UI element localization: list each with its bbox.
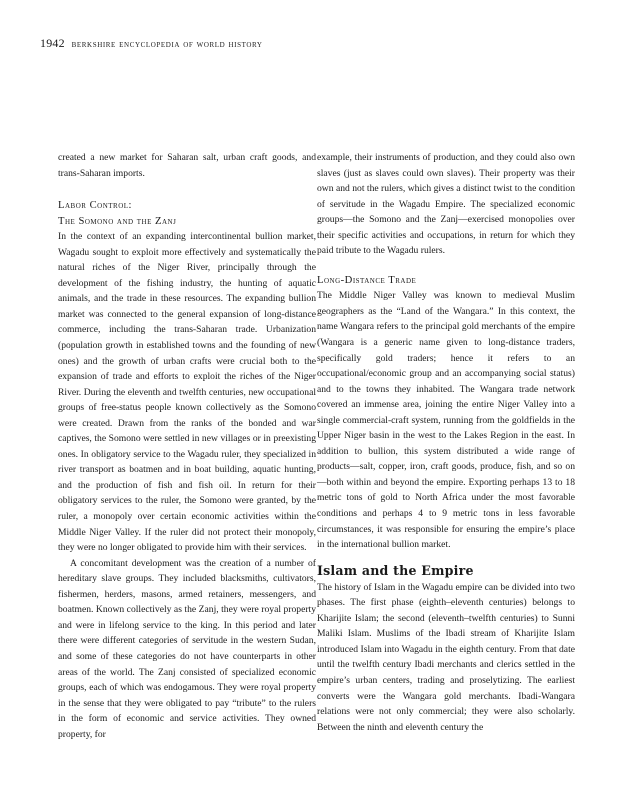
right-column [317, 150, 575, 735]
running-header [40, 36, 263, 51]
section-heading-labor-control [58, 198, 316, 229]
section-heading-long-distance-trade: Long-Distance Trade [317, 274, 417, 286]
section-heading-line-2: The Somono and the Zanj [58, 215, 177, 227]
page-number: 1942 [40, 36, 65, 50]
trade-paragraph: The Middle Niger Valley was known to medieval Muslim geographers as the “Land of the Wangara.” In this context, the name Wangara refers to the principal gold merchants of the empire (Wangara is a generic name given to long-distance traders, specifically gold traders; hence it refers to an occupational/economic group and an accompanying social status) and to the towns they inhabited. The Wangara trade network covered an immense area, joining the entire Niger Valley into a single commercial-craft system, running from the goldfields in the Upper Niger basin in the west to the Lakes Region in the east. In addition to bullion, this system distributed a wide range of products—salt, copper, iron, craft goods, produce, fish, and so on—both within and beyond the empire. Exporting perhaps 13 to 18 metric tons of gold to North Africa under the most favorable conditions and perhaps 4 to 9 metric tons in less favorable circumstances, it was responsible for ensuring the empire’s place in the international bullion market. [317, 290, 575, 551]
left-column [58, 150, 316, 742]
publication-title: berkshire encyclopedia of world history [71, 39, 263, 50]
islam-paragraph: The history of Islam in the Wagadu empire can be divided into two phases. The first phase (eighth–eleventh centuries) belongs to Kharijite Islam; the second (eleventh–twelfth centuries) to Sunni Maliki Islam. Muslims of the Ibadi stream of Kharijite Islam introduced Islam into Wagadu in the eighth century. From that date until the twelfth century Ibadi merchants and clerics settled in the empire’s urban centers, trading and proselytizing. The earliest converts were the Wangara gold merchants. Ibadi-Wangara relations were not only commercial; they were also scholarly. Between the ninth and eleventh century the [317, 581, 575, 733]
zanj-paragraph: A concomitant development was the creation of a number of hereditary slave groups. They included blacksmiths, cultivators, fishermen, herders, masons, armed retainers, messengers, and boatmen. Known collectively as the Zanj, they were royal property and were in lifelong service to the king. In this period and later there were different categories of servitude in the western Sudan, and some of these categories do not have counterparts in other areas of the world. The Zanj consisted of specialized economic groups, each of which was endogamous. They were royal property in the sense that they were obligated to pay “tribute” to the rulers in the form of economic and service activities. They owned property, for [58, 557, 316, 740]
somono-paragraph: In the context of an expanding intercontinental bullion market, Wagadu sought to exploit more effectively and systematically the natural riches of the Niger River, principally through the development of the fishing industry, the hunting of aquatic animals, and the trade in these resources. The expanding bullion market was connected to the general expansion of long-distance commerce, including the trans-Saharan trade. Urbanization (population growth in established towns and the founding of new ones) and the growth of urban crafts were crucial both to the expansion of trade and efforts to exploit the riches of the Niger River. During the eleventh and twelfth centuries, new occupational groups of free-status people known collectively as the Somono were created. Drawn from the ranks of the bonded and war captives, the Somono were settled in new villages or in preexisting ones. In obligatory service to the Wagadu ruler, they specialized in river transport as boatmen and in boat building, aquatic hunting, and the production of fish and fish oil. In return for their obligatory services to the ruler, the Somono were granted, by the ruler, a monopoly over certain economic activities within the Middle Niger Valley. If the ruler did not protect their monopoly, they were no longer obligated to provide him with their services. [58, 231, 316, 554]
left-opening-paragraph: created a new market for Saharan salt, urban craft goods, and trans-Saharan imports. [58, 152, 316, 179]
main-heading-islam: Islam and the Empire [317, 562, 474, 578]
section-heading-line-1: Labor Control: [58, 200, 132, 212]
right-opening-paragraph: example, their instruments of production, and they could also own slaves (just as slaves could own slaves). Their property was their own and not the rulers, which gives a distinct twist to the condition of servitude in the Wagadu Empire. The specialized economic groups—the Somono and the Zanj—exercised monopolies over their specific activities and occupations, in return for which they paid tribute to the Wagadu rulers. [317, 152, 575, 257]
